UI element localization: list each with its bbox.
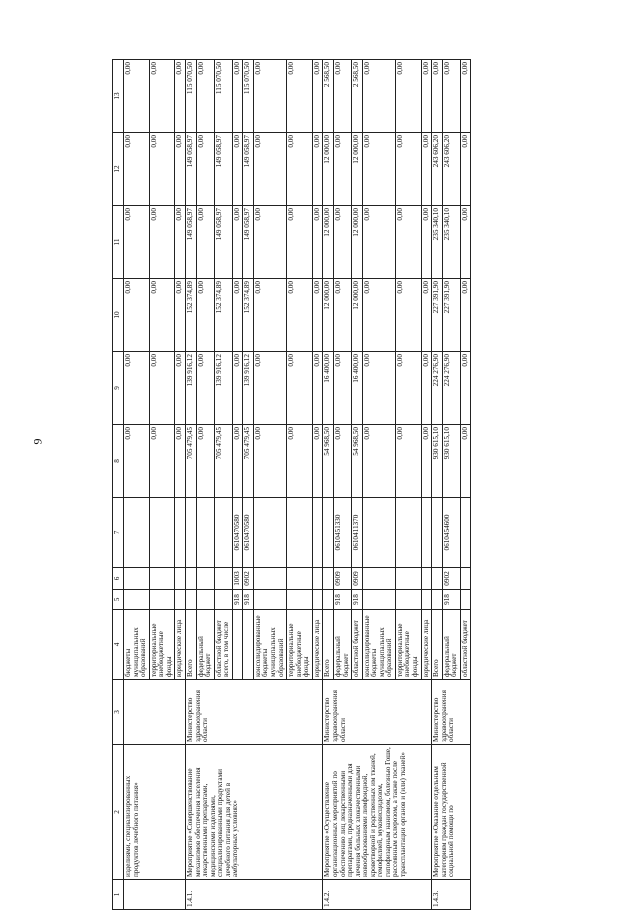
table-row [432,60,443,910]
section-cell [185,568,196,590]
funding-source-cell: Всего [432,610,443,680]
amount-cell: 0,00 [312,206,323,279]
amount-cell: 0,00 [253,279,286,352]
kfsr-cell [421,590,432,610]
target-article-cell [149,498,175,568]
amount-cell: 0,00 [149,60,175,133]
kfsr-cell [323,590,334,610]
amount-cell: 115 070,50 [214,60,232,133]
amount-cell: 0,00 [362,279,395,352]
kfsr-cell [149,590,175,610]
amount-cell: 227 391,90 [442,279,460,352]
amount-cell: 0,00 [149,352,175,425]
amount-cell: 705 479,45 [185,425,196,498]
section-cell: 1003 [232,568,243,590]
amount-cell: 0,00 [196,60,214,133]
executor-cell: Министерство здравоохранения области [432,680,471,745]
amount-cell: 0,00 [442,60,460,133]
budget-table [112,59,471,910]
col-header: 3 [113,680,124,745]
amount-cell: 0,00 [253,60,286,133]
amount-cell: 115 070,50 [243,60,254,133]
amount-cell: 0,00 [333,206,351,279]
col-header: 9 [113,352,124,425]
amount-cell: 0,00 [124,352,150,425]
funding-source-cell: юридические лица [175,610,186,680]
kfsr-cell [287,590,313,610]
target-article-cell [214,498,232,568]
target-article-cell [432,498,443,568]
amount-cell: 930 615,10 [432,425,443,498]
amount-cell: 0,00 [175,279,186,352]
amount-cell: 0,00 [196,425,214,498]
kfsr-cell [175,590,186,610]
table-sheet [112,60,606,910]
amount-cell: 12 000,00 [323,279,334,352]
row-number-cell: 1.4.3. [432,880,471,910]
amount-cell: 12 000,00 [352,279,363,352]
funding-source-cell: Всего [323,610,334,680]
measure-title-cell: Мероприятие «Оказание отдельным категориям граждан государственной социальной помощи по [432,745,471,880]
col-header: 13 [113,60,124,133]
funding-source-cell: федеральный бюджет [442,610,460,680]
funding-source-cell: территориальные внебюджетные фонды [287,610,313,680]
funding-source-cell: бюджеты муниципальных образований [124,610,150,680]
funding-source-cell [232,610,243,680]
amount-cell: 0,00 [395,60,421,133]
amount-cell: 54 968,50 [352,425,363,498]
kfsr-cell [460,590,471,610]
amount-cell: 149 058,97 [214,133,232,206]
amount-cell: 0,00 [287,279,313,352]
funding-source-cell: консолидированные бюджеты муниципальных образований [362,610,395,680]
section-cell [395,568,421,590]
amount-cell: 0,00 [312,279,323,352]
amount-cell: 0,00 [196,279,214,352]
amount-cell: 0,00 [333,133,351,206]
amount-cell: 227 391,90 [432,279,443,352]
section-cell [253,568,286,590]
funding-source-cell: федеральный бюджет [196,610,214,680]
amount-cell: 0,00 [196,352,214,425]
funding-source-cell: территориальные внебюджетные фонды [149,610,175,680]
amount-cell: 0,00 [312,60,323,133]
amount-cell: 0,00 [232,60,243,133]
amount-cell: 235 340,10 [432,206,443,279]
section-cell: 0909 [352,568,363,590]
amount-cell: 0,00 [421,279,432,352]
amount-cell: 0,00 [421,60,432,133]
table-body [124,60,471,910]
table-row [185,60,196,910]
funding-source-cell: областной бюджет [460,610,471,680]
amount-cell: 0,00 [253,425,286,498]
amount-cell: 54 968,50 [323,425,334,498]
amount-cell: 0,00 [395,206,421,279]
funding-source-cell: территориальные внебюджетные фонды [395,610,421,680]
amount-cell: 235 340,10 [442,206,460,279]
amount-cell: 0,00 [149,425,175,498]
amount-cell: 0,00 [287,352,313,425]
amount-cell: 0,00 [232,279,243,352]
kfsr-cell [312,590,323,610]
amount-cell: 115 070,50 [185,60,196,133]
amount-cell: 0,00 [124,133,150,206]
amount-cell: 12 000,00 [352,206,363,279]
section-cell [460,568,471,590]
target-article-cell [124,498,150,568]
amount-cell: 0,00 [175,206,186,279]
target-article-cell: 0610451330 [333,498,351,568]
funding-source-cell [243,610,254,680]
target-article-cell [253,498,286,568]
amount-cell: 0,00 [175,425,186,498]
funding-source-cell: юридические лица [421,610,432,680]
amount-cell: 0,00 [421,352,432,425]
col-header: 6 [113,568,124,590]
executor-cell: Министерство здравоохранения области [323,680,432,745]
amount-cell: 0,00 [395,425,421,498]
col-header: 1 [113,880,124,910]
amount-cell: 0,00 [395,133,421,206]
kfsr-cell [395,590,421,610]
amount-cell: 0,00 [232,425,243,498]
kfsr-cell [196,590,214,610]
amount-cell: 0,00 [232,352,243,425]
amount-cell: 0,00 [124,279,150,352]
amount-cell: 0,00 [395,279,421,352]
amount-cell: 0,00 [253,133,286,206]
amount-cell: 0,00 [362,60,395,133]
amount-cell: 2 568,50 [323,60,334,133]
amount-cell: 139 916,12 [243,352,254,425]
target-article-cell [421,498,432,568]
amount-cell: 0,00 [124,425,150,498]
amount-cell: 0,00 [175,60,186,133]
amount-cell: 224 276,90 [442,352,460,425]
section-cell [323,568,334,590]
col-header: 7 [113,498,124,568]
amount-cell: 0,00 [333,279,351,352]
kfsr-cell: 918 [352,590,363,610]
amount-cell: 0,00 [460,279,471,352]
amount-cell: 0,00 [232,206,243,279]
kfsr-cell: 918 [243,590,254,610]
amount-cell: 0,00 [432,60,443,133]
section-cell [124,568,150,590]
amount-cell: 152 374,89 [185,279,196,352]
amount-cell: 0,00 [253,206,286,279]
amount-cell: 12 000,00 [323,133,334,206]
kfsr-cell [253,590,286,610]
amount-cell: 0,00 [287,133,313,206]
section-cell [196,568,214,590]
rotated-table-wrapper [112,60,606,910]
section-cell [432,568,443,590]
col-header: 11 [113,206,124,279]
amount-cell: 705 479,45 [243,425,254,498]
amount-cell: 0,00 [253,352,286,425]
section-cell [312,568,323,590]
amount-cell: 149 058,97 [185,206,196,279]
section-cell: 0909 [333,568,351,590]
measure-title-cell: Мероприятие «Совершенствование механизмов обеспечения населения лекарственными препаратами, медицинскими изделиями, специализированными продуктами лечебного питания для детей в амбулаторных условиях» [185,745,322,880]
amount-cell: 149 058,97 [185,133,196,206]
target-article-cell [362,498,395,568]
col-header: 10 [113,279,124,352]
amount-cell: 0,00 [395,352,421,425]
section-cell: 0902 [442,568,460,590]
target-article-cell [185,498,196,568]
amount-cell: 139 916,12 [214,352,232,425]
target-article-cell: 0610470580 [232,498,243,568]
amount-cell: 930 615,10 [442,425,460,498]
kfsr-cell: 918 [333,590,351,610]
amount-cell: 0,00 [175,133,186,206]
amount-cell: 243 606,20 [442,133,460,206]
row-number-cell [124,880,186,910]
section-cell [362,568,395,590]
amount-cell: 0,00 [362,133,395,206]
col-header: 4 [113,610,124,680]
funding-source-cell: областной бюджет всего, в том числе [214,610,232,680]
amount-cell: 0,00 [362,425,395,498]
target-article-cell [287,498,313,568]
amount-cell: 149 058,97 [243,206,254,279]
amount-cell: 0,00 [232,133,243,206]
col-header: 5 [113,590,124,610]
target-article-cell [196,498,214,568]
section-cell: 0902 [243,568,254,590]
amount-cell: 0,00 [460,352,471,425]
amount-cell: 0,00 [333,60,351,133]
amount-cell: 0,00 [421,425,432,498]
col-header: 12 [113,133,124,206]
measure-title-cell: изделиями, специализированных продуктов лечебного питания» [124,745,186,880]
amount-cell: 0,00 [460,425,471,498]
kfsr-cell [432,590,443,610]
amount-cell: 0,00 [149,279,175,352]
amount-cell: 12 000,00 [352,133,363,206]
amount-cell: 0,00 [149,206,175,279]
col-header: 2 [113,745,124,880]
amount-cell: 2 568,50 [352,60,363,133]
amount-cell: 0,00 [124,60,150,133]
kfsr-cell [185,590,196,610]
row-number-cell: 1.4.2. [323,880,432,910]
amount-cell: 0,00 [362,352,395,425]
col-header: 8 [113,425,124,498]
amount-cell: 0,00 [175,352,186,425]
target-article-cell [460,498,471,568]
amount-cell: 152 374,89 [243,279,254,352]
kfsr-cell: 918 [442,590,460,610]
amount-cell: 0,00 [312,425,323,498]
amount-cell: 12 000,00 [323,206,334,279]
section-cell [421,568,432,590]
target-article-cell: 0610470580 [243,498,254,568]
kfsr-cell [362,590,395,610]
amount-cell: 149 058,97 [214,206,232,279]
target-article-cell [323,498,334,568]
amount-cell: 0,00 [421,206,432,279]
kfsr-cell: 918 [232,590,243,610]
amount-cell: 224 276,90 [432,352,443,425]
section-cell [175,568,186,590]
amount-cell: 243 606,20 [432,133,443,206]
amount-cell: 0,00 [421,133,432,206]
funding-source-cell: федеральный бюджет [333,610,351,680]
kfsr-cell [214,590,232,610]
funding-source-cell: консолидированные бюджеты муниципальных образований [253,610,286,680]
section-cell [214,568,232,590]
page-number: 9 [30,438,45,445]
amount-cell: 149 058,97 [243,133,254,206]
target-article-cell [395,498,421,568]
table-row [124,60,150,910]
amount-cell: 16 400,00 [352,352,363,425]
row-number-cell: 1.4.1. [185,880,322,910]
amount-cell: 0,00 [124,206,150,279]
measure-title-cell: Мероприятие «Осуществление организационных мероприятий по обеспечению лиц лекарственными препаратами, предназначенными для лечения больных злокачественными новообразованиями лимфоидной, кроветворной и родственных им тканей, гемофилией, муковисцидозом, гипофизарным нанизмом, болезнью Гоше, рассеянным склерозом, а также после трансплантации органов и (или) тканей» [323,745,432,880]
amount-cell: 0,00 [287,206,313,279]
amount-cell: 0,00 [333,425,351,498]
amount-cell: 0,00 [196,133,214,206]
amount-cell: 0,00 [312,133,323,206]
amount-cell: 0,00 [460,60,471,133]
target-article-cell: 0610411370 [352,498,363,568]
amount-cell: 0,00 [287,60,313,133]
table-row [323,60,334,910]
executor-cell [124,680,186,745]
target-article-cell: 0610454600 [442,498,460,568]
amount-cell: 16 400,00 [323,352,334,425]
target-article-cell [312,498,323,568]
executor-cell: Министерство здравоохранения области [185,680,322,745]
amount-cell: 0,00 [460,206,471,279]
amount-cell: 705 479,45 [214,425,232,498]
section-cell [287,568,313,590]
amount-cell: 0,00 [149,133,175,206]
funding-source-cell: областной бюджет [352,610,363,680]
amount-cell: 0,00 [362,206,395,279]
amount-cell: 0,00 [287,425,313,498]
amount-cell: 0,00 [196,206,214,279]
section-cell [149,568,175,590]
amount-cell: 152 374,89 [214,279,232,352]
amount-cell: 0,00 [312,352,323,425]
kfsr-cell [124,590,150,610]
target-article-cell [175,498,186,568]
amount-cell: 0,00 [460,133,471,206]
funding-source-cell: юридические лица [312,610,323,680]
amount-cell: 0,00 [333,352,351,425]
amount-cell: 139 916,12 [185,352,196,425]
header-row [113,60,124,910]
funding-source-cell: Всего [185,610,196,680]
